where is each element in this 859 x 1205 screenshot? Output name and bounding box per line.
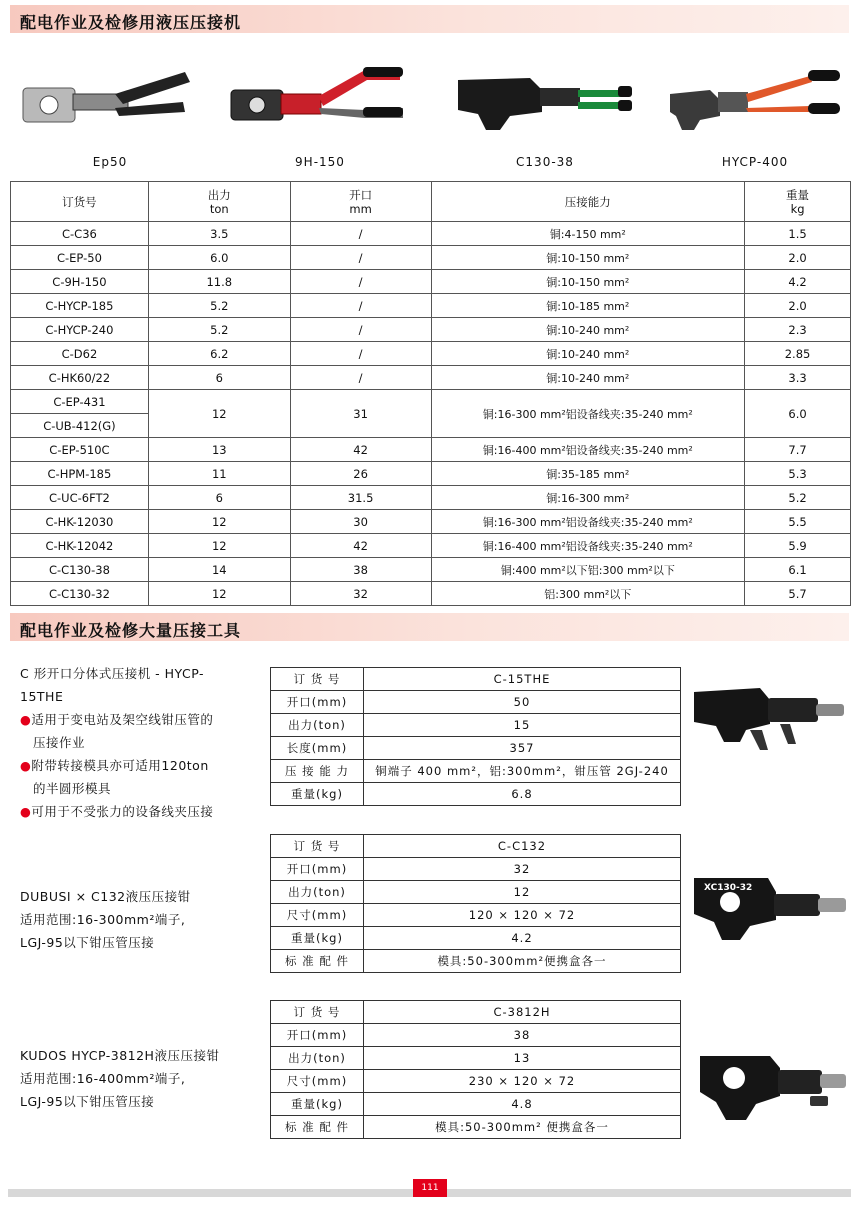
weight-cell: 5.2: [745, 486, 851, 510]
weight-cell: 5.7: [745, 582, 851, 606]
order-no-cell: C-C36: [11, 222, 149, 246]
force-cell: 12: [148, 582, 290, 606]
spec-key: 订 货 号: [271, 835, 364, 858]
table-row: [11, 366, 851, 390]
bullet-item: ●可用于不受张力的设备线夹压接: [20, 804, 214, 819]
capacity-cell: 铜:16-300 mm²: [431, 486, 745, 510]
order-no-cell: C-HYCP-240: [11, 318, 149, 342]
force-cell: 12: [148, 510, 290, 534]
weight-cell: 2.0: [745, 294, 851, 318]
capacity-cell: 铜:10-240 mm²: [431, 318, 745, 342]
force-cell: 13: [148, 438, 290, 462]
section-header-2: [10, 613, 849, 641]
spec-value: 357: [364, 737, 681, 760]
table-row: [11, 582, 851, 606]
spec-row: [271, 904, 681, 927]
spec-row: [271, 1024, 681, 1047]
spec-key: 压 接 能 力: [271, 760, 364, 783]
spec-row: [271, 737, 681, 760]
spec-value: 6.8: [364, 783, 681, 806]
capacity-cell: 铜:10-240 mm²: [431, 342, 745, 366]
spec-value: 15: [364, 714, 681, 737]
opening-cell: /: [290, 366, 431, 390]
capacity-cell: 铜:16-300 mm²铝设备线夹:35-240 mm²: [431, 510, 745, 534]
section-title: 配电作业及检修用液压压接机: [20, 13, 242, 32]
weight-cell: 2.3: [745, 318, 851, 342]
opening-cell: /: [290, 270, 431, 294]
opening-cell: /: [290, 222, 431, 246]
spec-row: [271, 1093, 681, 1116]
spec-key: 长度(mm): [271, 737, 364, 760]
block3-title: KUDOS HYCP-3812H液压压接钳: [20, 1048, 220, 1063]
block1-title-cont: 15THE: [20, 689, 64, 704]
spec-value: 38: [364, 1024, 681, 1047]
opening-cell: /: [290, 246, 431, 270]
spec-key: 重量(kg): [271, 927, 364, 950]
header-opening: 开口 mm: [290, 182, 431, 222]
capacity-cell: 铜:16-400 mm²铝设备线夹:35-240 mm²: [431, 438, 745, 462]
spec-key: 标 准 配 件: [271, 1116, 364, 1139]
press-spec-table: [10, 181, 851, 606]
capacity-cell: 铜:10-185 mm²: [431, 294, 745, 318]
table-row: [11, 342, 851, 366]
opening-cell: 38: [290, 558, 431, 582]
block3-description: [20, 1044, 219, 1113]
table-row: [11, 510, 851, 534]
weight-cell: 5.5: [745, 510, 851, 534]
weight-cell: 6.1: [745, 558, 851, 582]
spec-row: [271, 714, 681, 737]
spec-row: [271, 783, 681, 806]
section-header-1: [10, 5, 849, 33]
product-label: Ep50: [92, 155, 128, 169]
spec-key: 订 货 号: [271, 1001, 364, 1024]
spec-value: 12: [364, 881, 681, 904]
opening-cell: 42: [290, 438, 431, 462]
spec-value: 铜端子 400 mm²，铝:300mm²，钳压管 2GJ-240: [364, 760, 681, 783]
tool-image-c15the: [690, 680, 850, 764]
order-no-cell: C-UB-412(G): [11, 414, 149, 438]
weight-cell: 3.3: [745, 366, 851, 390]
spec-value: C-3812H: [364, 1001, 681, 1024]
spec-row: [271, 691, 681, 714]
weight-cell: 7.7: [745, 438, 851, 462]
opening-cell: 26: [290, 462, 431, 486]
weight-cell: 6.0: [745, 390, 851, 438]
force-cell: 11: [148, 462, 290, 486]
opening-cell: /: [290, 294, 431, 318]
tool-image-c132: [690, 870, 850, 954]
bullet-item: ●附带转接模具亦可适用120ton: [20, 758, 209, 773]
force-cell: 6.0: [148, 246, 290, 270]
spec-value: 4.2: [364, 927, 681, 950]
spec-value: 4.8: [364, 1093, 681, 1116]
spec-row: [271, 881, 681, 904]
spec-row: [271, 1001, 681, 1024]
weight-cell: 1.5: [745, 222, 851, 246]
capacity-cell: 铜:10-240 mm²: [431, 366, 745, 390]
bullet-item-cont: 的半圆形模具: [33, 781, 112, 796]
spec-row: [271, 858, 681, 881]
table-row: [11, 462, 851, 486]
header-order-no: 订货号: [11, 182, 149, 222]
weight-cell: 5.9: [745, 534, 851, 558]
spec-row: [271, 1116, 681, 1139]
spec-row: [271, 1047, 681, 1070]
order-no-cell: C-HK60/22: [11, 366, 149, 390]
spec-key: 开口(mm): [271, 858, 364, 881]
spec-value: 模具:50-300mm²便携盒各一: [364, 950, 681, 973]
spec-key: 出力(ton): [271, 881, 364, 904]
spec-row: [271, 1070, 681, 1093]
table-row: [11, 318, 851, 342]
opening-cell: 32: [290, 582, 431, 606]
block2-range: 适用范围:16-300mm²端子,: [20, 912, 186, 927]
table-row: [11, 390, 851, 414]
force-cell: 14: [148, 558, 290, 582]
spec-key: 开口(mm): [271, 691, 364, 714]
capacity-cell: 铜:35-185 mm²: [431, 462, 745, 486]
opening-cell: 42: [290, 534, 431, 558]
spec-key: 出力(ton): [271, 714, 364, 737]
spec-value: 50: [364, 691, 681, 714]
header-force: 出力 ton: [148, 182, 290, 222]
capacity-cell: 铜:4-150 mm²: [431, 222, 745, 246]
order-no-cell: C-UC-6FT2: [11, 486, 149, 510]
opening-cell: /: [290, 318, 431, 342]
table-row: [11, 246, 851, 270]
force-cell: 5.2: [148, 318, 290, 342]
capacity-cell: 铜:10-150 mm²: [431, 246, 745, 270]
opening-cell: 31: [290, 390, 431, 438]
block3-range: 适用范围:16-400mm²端子,: [20, 1071, 186, 1086]
product-image-9h150: [225, 50, 415, 150]
table-row: [11, 558, 851, 582]
order-no-cell: C-EP-431: [11, 390, 149, 414]
spec-table-c132: [270, 834, 681, 973]
order-no-cell: C-D62: [11, 342, 149, 366]
table-row: [11, 486, 851, 510]
page-number: 111: [413, 1179, 447, 1197]
force-cell: 6: [148, 366, 290, 390]
header-capacity: 压接能力: [431, 182, 745, 222]
capacity-cell: 铜:10-150 mm²: [431, 270, 745, 294]
force-cell: 6: [148, 486, 290, 510]
table-header-row: [11, 182, 851, 222]
spec-value: 13: [364, 1047, 681, 1070]
order-no-cell: C-HK-12042: [11, 534, 149, 558]
tool-image-3812h: [690, 1048, 850, 1132]
order-no-cell: C-HPM-185: [11, 462, 149, 486]
block1-title: C 形开口分体式压接机 - HYCP-: [20, 666, 205, 681]
spec-key: 尺寸(mm): [271, 904, 364, 927]
spec-row: [271, 950, 681, 973]
block2-description: [20, 885, 191, 954]
weight-cell: 5.3: [745, 462, 851, 486]
product-image-c13038: [450, 50, 640, 150]
spec-key: 重量(kg): [271, 783, 364, 806]
spec-table-3812h: [270, 1000, 681, 1139]
spec-row: [271, 760, 681, 783]
opening-cell: 30: [290, 510, 431, 534]
table-row: [11, 270, 851, 294]
spec-key: 订 货 号: [271, 668, 364, 691]
tool-label: XC130-32: [704, 883, 753, 893]
block2-note: LGJ-95以下钳压管压接: [20, 935, 155, 950]
order-no-cell: C-EP-510C: [11, 438, 149, 462]
force-cell: 5.2: [148, 294, 290, 318]
spec-value: C-C132: [364, 835, 681, 858]
spec-value: 120 × 120 × 72: [364, 904, 681, 927]
spec-key: 开口(mm): [271, 1024, 364, 1047]
order-no-cell: C-HK-12030: [11, 510, 149, 534]
table-row: [11, 438, 851, 462]
spec-value: 模具:50-300mm² 便携盒各一: [364, 1116, 681, 1139]
table-row: [11, 294, 851, 318]
block1-description: [20, 662, 213, 823]
product-image-hycp400: [660, 50, 850, 150]
order-no-cell: C-EP-50: [11, 246, 149, 270]
section-title: 配电作业及检修大量压接工具: [20, 621, 242, 640]
block3-note: LGJ-95以下钳压管压接: [20, 1094, 155, 1109]
force-cell: 12: [148, 390, 290, 438]
spec-key: 出力(ton): [271, 1047, 364, 1070]
header-weight: 重量 kg: [745, 182, 851, 222]
weight-cell: 4.2: [745, 270, 851, 294]
capacity-cell: 铝:300 mm²以下: [431, 582, 745, 606]
opening-cell: /: [290, 342, 431, 366]
weight-cell: 2.0: [745, 246, 851, 270]
force-cell: 11.8: [148, 270, 290, 294]
spec-table-c15the: [270, 667, 681, 806]
weight-cell: 2.85: [745, 342, 851, 366]
product-label: HYCP-400: [721, 155, 789, 169]
force-cell: 12: [148, 534, 290, 558]
spec-value: 230 × 120 × 72: [364, 1070, 681, 1093]
order-no-cell: C-C130-38: [11, 558, 149, 582]
opening-cell: 31.5: [290, 486, 431, 510]
spec-row: [271, 835, 681, 858]
product-label: C130-38: [516, 155, 574, 169]
order-no-cell: C-HYCP-185: [11, 294, 149, 318]
spec-key: 重量(kg): [271, 1093, 364, 1116]
bullet-item-cont: 压接作业: [33, 735, 86, 750]
order-no-cell: C-9H-150: [11, 270, 149, 294]
force-cell: 3.5: [148, 222, 290, 246]
spec-row: [271, 668, 681, 691]
spec-key: 尺寸(mm): [271, 1070, 364, 1093]
capacity-cell: 铜:16-400 mm²铝设备线夹:35-240 mm²: [431, 534, 745, 558]
product-image-ep50: [15, 50, 205, 150]
order-no-cell: C-C130-32: [11, 582, 149, 606]
capacity-cell: 铜:16-300 mm²铝设备线夹:35-240 mm²: [431, 390, 745, 438]
spec-key: 标 准 配 件: [271, 950, 364, 973]
bullet-item: ●适用于变电站及架空线钳压管的: [20, 712, 214, 727]
block2-title: DUBUSI × C132液压压接钳: [20, 889, 191, 904]
spec-value: 32: [364, 858, 681, 881]
force-cell: 6.2: [148, 342, 290, 366]
spec-row: [271, 927, 681, 950]
table-row: [11, 222, 851, 246]
product-label: 9H-150: [295, 155, 345, 169]
spec-value: C-15THE: [364, 668, 681, 691]
table-row: [11, 534, 851, 558]
capacity-cell: 铜:400 mm²以下铝:300 mm²以下: [431, 558, 745, 582]
